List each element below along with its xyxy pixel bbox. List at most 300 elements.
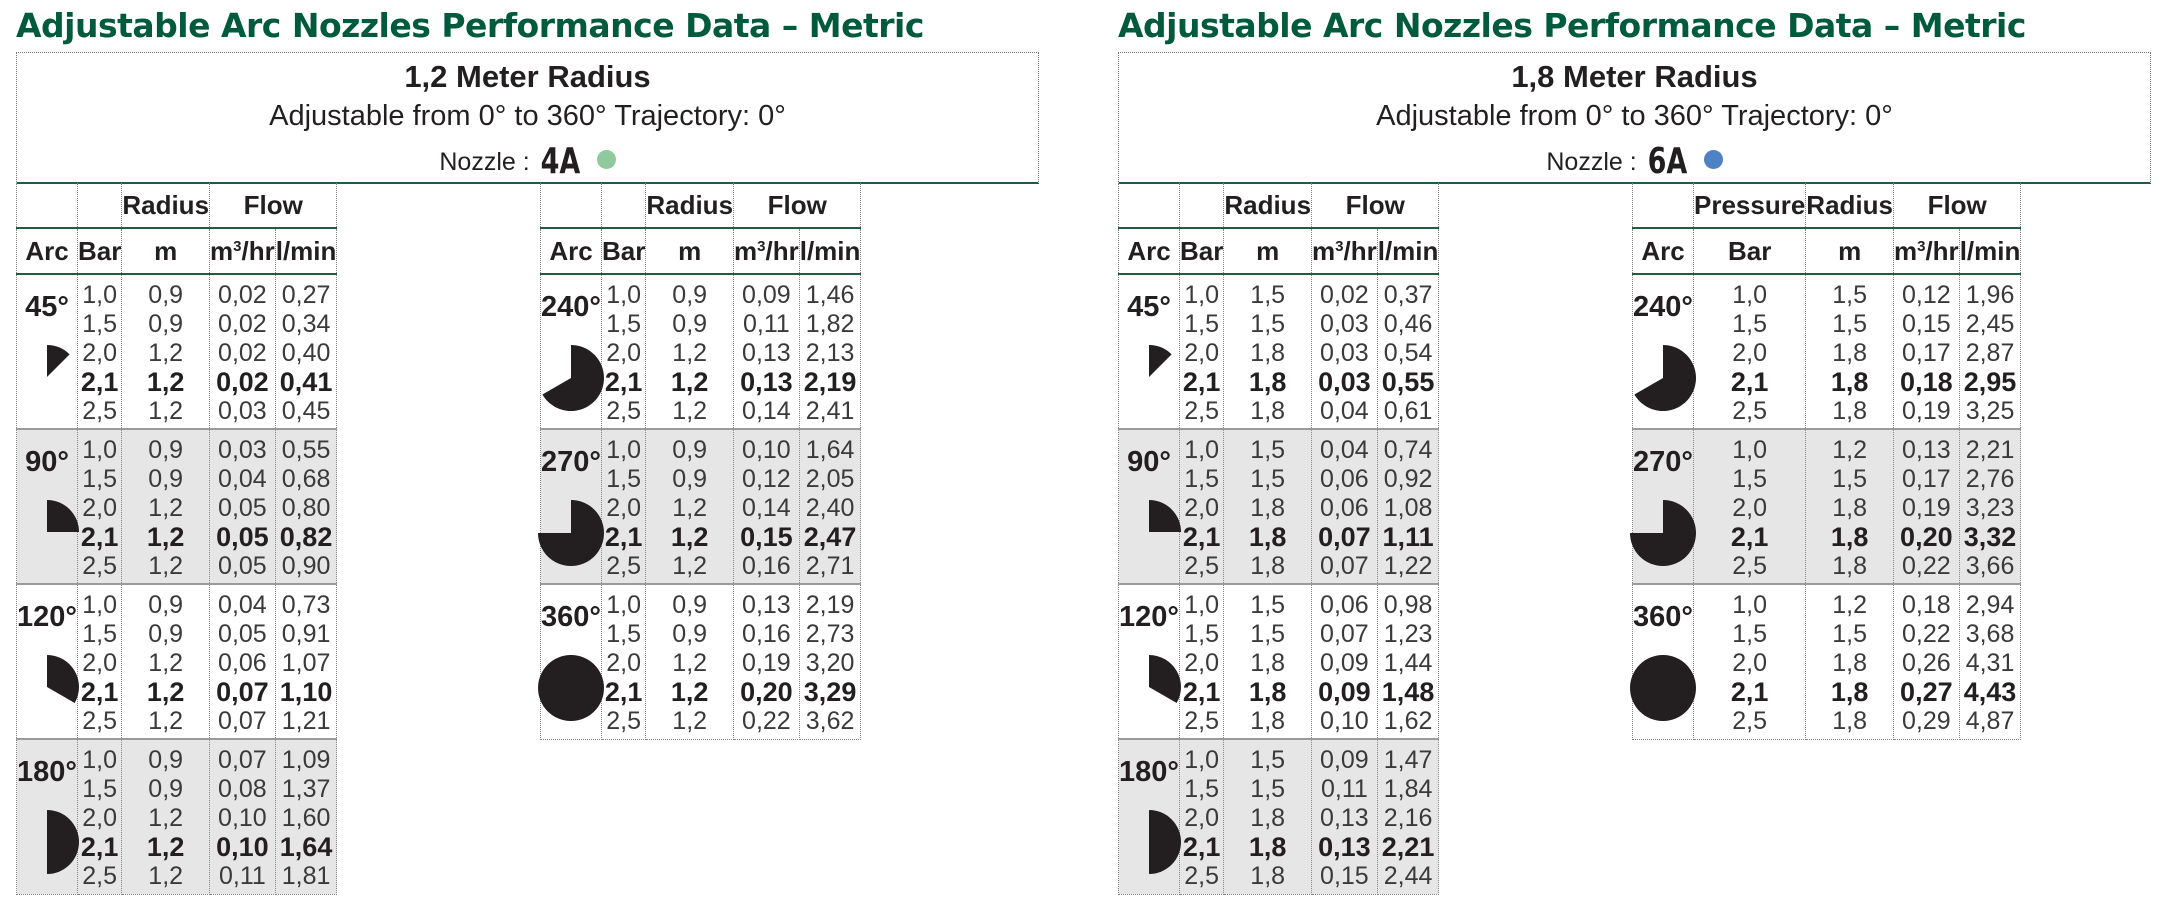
nozzle-label: Nozzle : xyxy=(1546,148,1637,176)
value-list xyxy=(800,585,861,736)
nozzle-code: 6A xyxy=(1647,141,1687,182)
value-highlight: 2,1 xyxy=(1182,677,1221,707)
value-highlight: 1,10 xyxy=(279,677,333,707)
arc-coverage-icon xyxy=(1117,500,1181,564)
m3hr-values-cell xyxy=(1312,274,1378,429)
value-highlight: 2,1 xyxy=(1730,677,1769,707)
value: 2,5 xyxy=(82,707,118,735)
value: 1,5 xyxy=(1250,465,1286,493)
arc-coverage-shape xyxy=(1149,500,1181,532)
arc-label: 90° xyxy=(25,446,69,478)
blank-header xyxy=(541,183,602,228)
blank-header xyxy=(17,183,78,228)
value: 1,5 xyxy=(1250,591,1286,619)
value-list xyxy=(1694,275,1805,426)
value: 2,5 xyxy=(82,397,118,425)
value: 0,19 xyxy=(1902,494,1951,522)
adjustment-subtitle: Adjustable from 0° to 360° Trajectory: 0° xyxy=(1376,100,1893,132)
value: 3,25 xyxy=(1965,397,2015,425)
value-list xyxy=(210,585,275,736)
value-highlight: 1,2 xyxy=(670,677,709,707)
arc-coverage-shape xyxy=(47,655,79,703)
value: 1,0 xyxy=(1184,281,1220,309)
value: 0,73 xyxy=(281,591,331,619)
value-highlight: 3,29 xyxy=(803,677,857,707)
value: 0,08 xyxy=(218,775,267,803)
value: 0,80 xyxy=(281,494,331,522)
flow-m3hr-column-header xyxy=(1312,228,1378,274)
value-list xyxy=(1180,740,1223,891)
blank-header xyxy=(1633,183,1694,228)
arc-cell xyxy=(17,739,78,894)
flow-lmin-column-header: l/min xyxy=(275,228,337,274)
arc-column-header: Arc xyxy=(1633,228,1694,274)
value-list xyxy=(78,740,121,891)
m3hr-values-cell xyxy=(734,584,800,739)
value-list xyxy=(602,585,645,736)
value: 1,5 xyxy=(1732,620,1768,648)
value: 1,5 xyxy=(1832,465,1868,493)
value: 0,54 xyxy=(1383,339,1433,367)
value-list xyxy=(1960,585,2021,736)
value-list xyxy=(1960,275,2021,426)
value: 0,16 xyxy=(742,552,791,580)
value-highlight: 0,07 xyxy=(216,677,269,707)
m3hr-values-cell xyxy=(1893,429,1959,584)
bar-values-cell xyxy=(1693,584,1805,739)
value: 1,2 xyxy=(148,494,184,522)
value-list xyxy=(122,275,209,426)
value-highlight: 0,20 xyxy=(1900,522,1953,552)
arc-coverage-shape xyxy=(538,655,604,721)
arc-cell xyxy=(541,584,602,739)
value: 1,23 xyxy=(1383,620,1433,648)
value-highlight: 2,19 xyxy=(803,367,857,397)
value: 0,27 xyxy=(281,281,331,309)
value: 1,5 xyxy=(1832,620,1868,648)
value: 1,08 xyxy=(1383,494,1433,522)
bar-values-cell xyxy=(77,584,121,739)
value: 1,8 xyxy=(1832,397,1868,425)
flow-m3hr-column-header xyxy=(210,228,276,274)
value: 0,9 xyxy=(672,310,708,338)
value: 0,03 xyxy=(218,436,267,464)
value-highlight: 2,1 xyxy=(80,832,119,862)
arc-column-header: Arc xyxy=(17,228,78,274)
value-highlight: 0,03 xyxy=(1318,367,1371,397)
arc-label: 120° xyxy=(1119,601,1179,633)
arc-table-high xyxy=(1632,183,2021,740)
flow-group-header: Flow xyxy=(210,183,337,228)
value-list xyxy=(734,585,799,736)
bar-column-header: Bar xyxy=(1179,228,1223,274)
value: 4,31 xyxy=(1965,649,2015,677)
value-highlight: 1,8 xyxy=(1830,522,1869,552)
value: 2,16 xyxy=(1383,804,1433,832)
value-highlight: 0,10 xyxy=(216,832,269,862)
value: 0,07 xyxy=(218,746,267,774)
value: 1,8 xyxy=(1250,494,1286,522)
arc-coverage-shape xyxy=(1149,655,1181,703)
arc-coverage-shape xyxy=(538,500,604,566)
value-highlight: 0,15 xyxy=(740,522,793,552)
value: 1,0 xyxy=(82,591,118,619)
flow-lmin-column-header: l/min xyxy=(799,228,861,274)
value-highlight: 1,8 xyxy=(1830,367,1869,397)
value: 2,76 xyxy=(1965,465,2015,493)
value: 1,5 xyxy=(1832,310,1868,338)
value: 0,07 xyxy=(1320,552,1369,580)
value: 0,04 xyxy=(218,591,267,619)
value: 2,5 xyxy=(606,707,642,735)
value: 2,5 xyxy=(1184,552,1220,580)
nozzle-color-dot xyxy=(1704,150,1723,169)
value: 0,98 xyxy=(1383,591,1433,619)
m3hr-values-cell xyxy=(210,429,276,584)
arc-row xyxy=(541,429,861,584)
lmin-values-cell xyxy=(799,429,861,584)
value: 2,19 xyxy=(805,591,855,619)
m-values-cell xyxy=(122,739,210,894)
value-highlight: 2,1 xyxy=(80,522,119,552)
m3hr-values-cell xyxy=(1312,429,1378,584)
arc-label: 120° xyxy=(17,601,77,633)
value: 1,5 xyxy=(1250,310,1286,338)
arc-cell xyxy=(541,274,602,429)
m-values-cell xyxy=(122,274,210,429)
value: 0,13 xyxy=(1320,804,1369,832)
value: 2,0 xyxy=(1184,339,1220,367)
radius-m-column-header: m xyxy=(1224,228,1312,274)
m-values-cell xyxy=(1224,739,1312,894)
flow-m3hr-column-header xyxy=(1893,228,1959,274)
value: 1,2 xyxy=(672,707,708,735)
value: 1,5 xyxy=(1184,620,1220,648)
value: 2,5 xyxy=(1732,552,1768,580)
value-list xyxy=(210,275,275,426)
value: 3,20 xyxy=(805,649,855,677)
arc-row xyxy=(17,739,337,894)
value: 2,05 xyxy=(805,465,855,493)
value-list xyxy=(78,585,121,736)
unit-per-hour: /hr xyxy=(1343,235,1377,266)
value: 2,5 xyxy=(1732,397,1768,425)
value-list xyxy=(734,430,799,581)
value: 1,46 xyxy=(805,281,855,309)
value: 0,11 xyxy=(218,862,266,890)
value-highlight: 1,2 xyxy=(670,367,709,397)
arc-row xyxy=(541,274,861,429)
value: 2,0 xyxy=(82,804,118,832)
value: 0,9 xyxy=(148,746,184,774)
value: 1,21 xyxy=(281,707,331,735)
value-list xyxy=(78,430,121,581)
value-list xyxy=(1378,740,1439,891)
arc-row xyxy=(1633,584,2021,739)
value-highlight: 2,1 xyxy=(604,677,643,707)
value-highlight: 1,64 xyxy=(279,832,333,862)
value-list xyxy=(1180,430,1223,581)
value: 1,0 xyxy=(606,281,642,309)
m-values-cell xyxy=(1224,429,1312,584)
value-list xyxy=(1224,275,1311,426)
lmin-values-cell xyxy=(799,274,861,429)
value: 0,11 xyxy=(1320,775,1368,803)
value-highlight: 1,8 xyxy=(1248,367,1287,397)
value: 0,02 xyxy=(218,339,267,367)
radius-title: 1,8 Meter Radius xyxy=(1511,59,1758,94)
radius-title: 1,2 Meter Radius xyxy=(404,59,651,94)
bar-values-cell xyxy=(601,584,645,739)
value: 0,46 xyxy=(1383,310,1433,338)
value-highlight: 2,95 xyxy=(1963,367,2017,397)
value: 0,10 xyxy=(218,804,267,832)
value-highlight: 1,8 xyxy=(1248,832,1287,862)
value-list xyxy=(1312,740,1377,891)
value: 0,06 xyxy=(218,649,267,677)
value-highlight: 2,1 xyxy=(80,367,119,397)
value: 0,9 xyxy=(148,775,184,803)
value-list xyxy=(602,430,645,581)
value: 1,47 xyxy=(1383,746,1433,774)
value: 0,03 xyxy=(1320,339,1369,367)
value-list xyxy=(800,430,861,581)
value: 1,0 xyxy=(1184,436,1220,464)
m3hr-values-cell xyxy=(210,584,276,739)
value-list xyxy=(276,740,337,891)
bar-values-cell xyxy=(1179,274,1223,429)
value-list xyxy=(1378,275,1439,426)
arc-cell xyxy=(1633,274,1694,429)
value: 1,07 xyxy=(281,649,331,677)
value: 1,0 xyxy=(1732,591,1768,619)
arc-row xyxy=(1119,739,1439,894)
value: 1,2 xyxy=(148,649,184,677)
bar-values-cell xyxy=(1179,584,1223,739)
value: 0,09 xyxy=(1320,746,1369,774)
value: 1,2 xyxy=(148,339,184,367)
unit-m: m xyxy=(210,235,234,266)
lmin-values-cell xyxy=(1377,274,1439,429)
unit-per-hour: /hr xyxy=(241,235,275,266)
value: 1,0 xyxy=(1732,436,1768,464)
page-title: Adjustable Arc Nozzles Performance Data – Metric xyxy=(16,6,924,45)
value: 0,03 xyxy=(218,397,267,425)
unit-exponent: 3 xyxy=(757,237,766,255)
value: 2,0 xyxy=(1732,649,1768,677)
arc-label: 240° xyxy=(1633,291,1693,323)
value: 0,13 xyxy=(742,339,791,367)
arc-cell xyxy=(1633,584,1694,739)
nozzle-line xyxy=(1119,141,2150,182)
value-list xyxy=(122,585,209,736)
value: 2,40 xyxy=(805,494,855,522)
value: 0,03 xyxy=(1320,310,1369,338)
unit-m: m xyxy=(1312,235,1336,266)
nozzle-code: 4A xyxy=(540,141,580,182)
value: 0,05 xyxy=(218,494,267,522)
bar-values-cell xyxy=(1179,739,1223,894)
value: 0,92 xyxy=(1383,465,1433,493)
flow-lmin-column-header: l/min xyxy=(1959,228,2021,274)
value-highlight: 1,2 xyxy=(670,522,709,552)
arc-label: 270° xyxy=(541,446,601,478)
value: 2,44 xyxy=(1383,862,1433,890)
value: 3,23 xyxy=(1965,494,2015,522)
value: 1,37 xyxy=(281,775,331,803)
unit-exponent: 3 xyxy=(1335,237,1344,255)
value: 1,2 xyxy=(1832,591,1868,619)
value: 1,62 xyxy=(1383,707,1433,735)
value-list xyxy=(1806,585,1893,736)
arc-column-header: Arc xyxy=(541,228,602,274)
value-highlight: 1,2 xyxy=(146,522,185,552)
value: 2,5 xyxy=(1184,862,1220,890)
value: 1,0 xyxy=(606,591,642,619)
header-box xyxy=(16,52,1039,184)
lmin-values-cell xyxy=(275,429,337,584)
value-highlight: 0,55 xyxy=(1381,367,1435,397)
arc-cell xyxy=(1119,584,1180,739)
value-highlight: 0,02 xyxy=(216,367,269,397)
value-highlight: 1,8 xyxy=(1248,522,1287,552)
value: 0,07 xyxy=(218,707,267,735)
value-list xyxy=(210,430,275,581)
unit-exponent: 3 xyxy=(1917,237,1926,255)
value-highlight: 4,43 xyxy=(1963,677,2017,707)
value: 1,8 xyxy=(1250,339,1286,367)
value: 2,0 xyxy=(606,494,642,522)
arc-row xyxy=(1119,274,1439,429)
arc-label: 360° xyxy=(1633,601,1693,633)
value: 1,5 xyxy=(1250,775,1286,803)
value-list xyxy=(800,275,861,426)
value: 1,8 xyxy=(1250,397,1286,425)
arc-coverage-shape xyxy=(1634,345,1696,411)
value: 1,2 xyxy=(148,707,184,735)
flow-m3hr-column-header xyxy=(734,228,800,274)
value: 0,22 xyxy=(742,707,791,735)
arc-cell xyxy=(1119,274,1180,429)
value: 0,9 xyxy=(672,620,708,648)
value: 1,5 xyxy=(82,775,118,803)
m-values-cell xyxy=(122,584,210,739)
m3hr-values-cell xyxy=(1893,584,1959,739)
value: 1,0 xyxy=(82,436,118,464)
value-list xyxy=(646,430,733,581)
value: 1,5 xyxy=(1832,281,1868,309)
bar-values-cell xyxy=(1693,429,1805,584)
value-highlight: 0,41 xyxy=(279,367,333,397)
m-values-cell xyxy=(122,429,210,584)
value-highlight: 2,1 xyxy=(80,677,119,707)
value-highlight: 1,2 xyxy=(146,367,185,397)
radius-m-column-header: m xyxy=(1806,228,1894,274)
value-highlight: 2,47 xyxy=(803,522,857,552)
value: 1,8 xyxy=(1250,804,1286,832)
value: 1,0 xyxy=(606,436,642,464)
bar-column-header: Bar xyxy=(601,228,645,274)
arc-label: 45° xyxy=(25,291,69,323)
value: 1,84 xyxy=(1383,775,1433,803)
bar-column-header: Bar xyxy=(77,228,121,274)
value: 2,0 xyxy=(82,339,118,367)
value: 1,81 xyxy=(281,862,331,890)
blank-header xyxy=(1179,183,1223,228)
value: 0,10 xyxy=(1320,707,1369,735)
bar-column-header: Bar xyxy=(1693,228,1805,274)
value: 0,9 xyxy=(672,591,708,619)
value: 2,0 xyxy=(82,494,118,522)
value-highlight: 2,1 xyxy=(1730,522,1769,552)
arc-coverage-icon xyxy=(1117,655,1181,719)
header-box xyxy=(1118,52,2151,184)
arc-coverage-icon xyxy=(1630,655,1696,721)
value: 1,44 xyxy=(1383,649,1433,677)
value: 2,0 xyxy=(1732,494,1768,522)
value: 3,68 xyxy=(1965,620,2015,648)
arc-coverage-icon xyxy=(15,810,79,874)
value: 2,13 xyxy=(805,339,855,367)
value: 1,0 xyxy=(1184,746,1220,774)
blank-header xyxy=(601,183,645,228)
value: 2,5 xyxy=(606,397,642,425)
m-values-cell xyxy=(1806,584,1894,739)
value: 1,0 xyxy=(82,746,118,774)
m-values-cell xyxy=(646,429,734,584)
bar-values-cell xyxy=(77,739,121,894)
unit-per-hour: /hr xyxy=(1925,235,1959,266)
value: 2,73 xyxy=(805,620,855,648)
value: 2,0 xyxy=(1184,804,1220,832)
value-highlight: 3,32 xyxy=(1963,522,2017,552)
arc-cell xyxy=(1119,739,1180,894)
value: 1,8 xyxy=(1832,649,1868,677)
value: 1,5 xyxy=(82,310,118,338)
value: 1,8 xyxy=(1832,707,1868,735)
m3hr-values-cell xyxy=(210,274,276,429)
value: 0,37 xyxy=(1383,281,1433,309)
value: 1,2 xyxy=(672,649,708,677)
value: 0,02 xyxy=(218,281,267,309)
value: 2,5 xyxy=(606,552,642,580)
lmin-values-cell xyxy=(1377,584,1439,739)
arc-coverage-icon xyxy=(15,500,79,564)
bar-values-cell xyxy=(601,429,645,584)
value: 1,5 xyxy=(606,310,642,338)
value: 0,12 xyxy=(1902,281,1951,309)
value: 1,5 xyxy=(82,465,118,493)
m-values-cell xyxy=(646,274,734,429)
arc-coverage-shape xyxy=(47,345,70,377)
value: 1,0 xyxy=(82,281,118,309)
value: 1,5 xyxy=(1184,775,1220,803)
arc-coverage-icon xyxy=(1117,345,1181,409)
value: 0,9 xyxy=(672,436,708,464)
m3hr-values-cell xyxy=(1312,739,1378,894)
value-list xyxy=(1224,585,1311,736)
arc-row xyxy=(541,584,861,739)
value: 2,5 xyxy=(1184,397,1220,425)
m-values-cell xyxy=(1806,274,1894,429)
value-list xyxy=(78,275,121,426)
value: 2,41 xyxy=(805,397,855,425)
value: 0,09 xyxy=(1320,649,1369,677)
arc-coverage-icon xyxy=(538,655,604,721)
value: 0,13 xyxy=(742,591,791,619)
value: 0,15 xyxy=(1320,862,1369,890)
arc-coverage-icon xyxy=(1630,500,1696,566)
